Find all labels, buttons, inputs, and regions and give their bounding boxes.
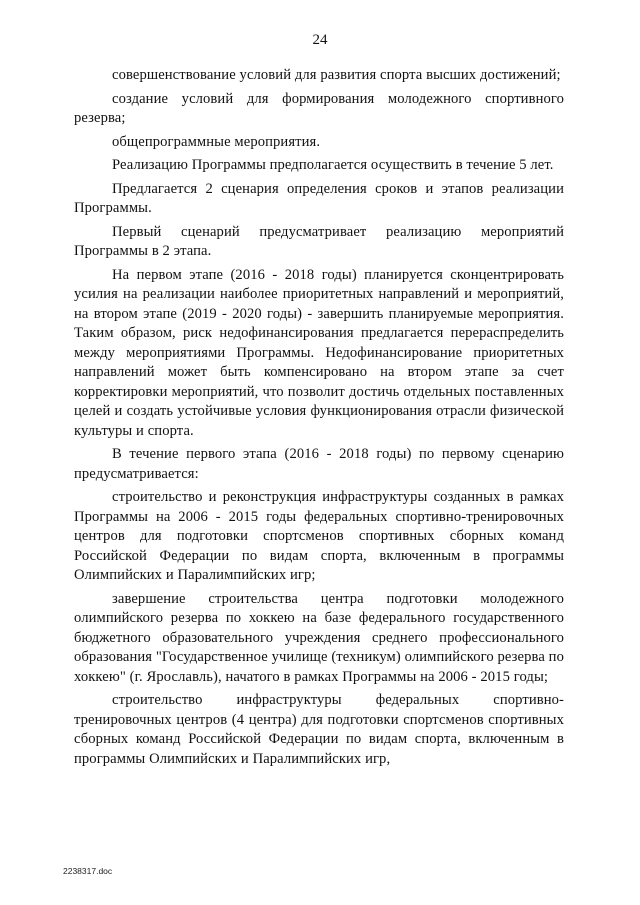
paragraph: создание условий для формирования молодежного спортивного резерва; bbox=[74, 90, 564, 126]
page-number: 24 bbox=[312, 32, 328, 48]
document-body bbox=[74, 66, 564, 769]
paragraph: совершенствование условий для развития спорта высших достижений; bbox=[112, 67, 561, 83]
paragraph: На первом этапе (2016 - 2018 годы) планируется сконцентрировать усилия на реализации наиболее приоритетных направлений и мероприятий, на втором этапе (2019 - 2020 годы) - завершить планируемые мероприятия. Таким образом, риск недофинансирования предлагается перераспределить между мероприятиями Программы. Недофинансирование приоритетных направлений может быть компенсировано на втором этапе за счет корректировки мероприятий, что позволит достичь отдельных поставленных целей и создать устойчивые условия функционирования отрасли физической культуры и спорта. bbox=[74, 266, 564, 439]
paragraph: Предлагается 2 сценария определения сроков и этапов реализации Программы. bbox=[74, 180, 564, 216]
paragraph: общепрограммные мероприятия. bbox=[112, 133, 321, 150]
paragraph: Первый сценарий предусматривает реализацию мероприятий Программы в 2 этапа. bbox=[74, 223, 564, 259]
paragraph: В течение первого этапа (2016 - 2018 годы) по первому сценарию предусматривается: bbox=[74, 446, 564, 482]
document-file-code: 2238317.doc bbox=[63, 866, 113, 876]
paragraph: строительство инфраструктуры федеральных спортивно-тренировочных центров (4 центра) для подготовки спортсменов спортивных сборных команд Российской Федерации по видам спорта, включенным в программы Олимпийских и Паралимпийских игр, bbox=[74, 692, 564, 767]
paragraph: завершение строительства центра подготовки молодежного олимпийского резерва по хоккею на базе федерального государственного бюджетного образовательного учреждения среднего профессионального образования "Государственное училище (техникум) олимпийского резерва по хоккею" (г. Ярославль), начатого в рамках Программы на 2006 - 2015 годы; bbox=[74, 590, 564, 685]
paragraph: Реализацию Программы предполагается осуществить в течение 5 лет. bbox=[112, 157, 554, 173]
paragraph: строительство и реконструкция инфраструктуры созданных в рамках Программы на 2006 - 2015 годы федеральных спортивно-тренировочных центров для подготовки спортсменов спортивных сборных команд Российской Федерации по видам спорта, включенным в программы Олимпийских и Паралимпийских игр; bbox=[74, 489, 564, 583]
